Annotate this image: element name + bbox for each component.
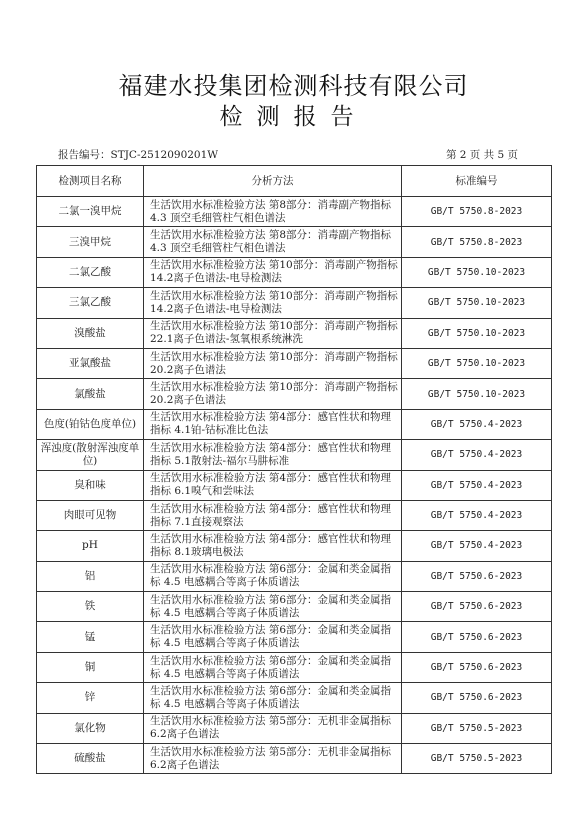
table-row	[37, 470, 552, 500]
method-cell: 生活饮用水标准检验方法 第10部分：消毒副产物指标 22.1离子色谱法-氢氧根系统淋洗	[144, 318, 402, 348]
item-cell: 铝	[37, 561, 144, 591]
standard-cell: GB/T 5750.10-2023	[402, 288, 552, 318]
method-cell: 生活饮用水标准检验方法 第5部分：无机非金属指标 6.2离子色谱法	[144, 713, 402, 743]
table-row	[37, 379, 552, 409]
method-cell: 生活饮用水标准检验方法 第4部分：感官性状和物理指标 6.1嗅气和尝味法	[144, 470, 402, 500]
method-cell: 生活饮用水标准检验方法 第4部分：感官性状和物理指标 8.1玻璃电极法	[144, 531, 402, 561]
method-cell: 生活饮用水标准检验方法 第6部分：金属和类金属指标 4.5 电感耦合等离子体质谱法	[144, 592, 402, 622]
standard-cell: GB/T 5750.4-2023	[402, 440, 552, 470]
report-title: 检测报告	[219, 104, 368, 130]
standard-cell: GB/T 5750.8-2023	[402, 197, 552, 227]
table-row	[37, 683, 552, 713]
standard-cell: GB/T 5750.6-2023	[402, 683, 552, 713]
item-cell: 氯酸盐	[37, 379, 144, 409]
item-cell: 亚氯酸盐	[37, 348, 144, 378]
item-cell: 铁	[37, 592, 144, 622]
item-cell: 氯化物	[37, 713, 144, 743]
item-cell: 锰	[37, 622, 144, 652]
table-row	[37, 531, 552, 561]
method-cell: 生活饮用水标准检验方法 第6部分：金属和类金属指标 4.5 电感耦合等离子体质谱法	[144, 622, 402, 652]
table-row	[37, 561, 552, 591]
standard-cell: GB/T 5750.4-2023	[402, 409, 552, 439]
table-row	[37, 713, 552, 743]
standard-cell: GB/T 5750.4-2023	[402, 531, 552, 561]
standard-cell: GB/T 5750.10-2023	[402, 257, 552, 287]
table-row	[37, 622, 552, 652]
table-row	[37, 318, 552, 348]
item-cell: 锌	[37, 683, 144, 713]
table-row	[37, 652, 552, 682]
table-header-row	[37, 166, 552, 197]
standard-cell: GB/T 5750.5-2023	[402, 713, 552, 743]
table-row	[37, 409, 552, 439]
table-row	[37, 288, 552, 318]
methods-table	[36, 165, 552, 774]
standard-cell: GB/T 5750.5-2023	[402, 744, 552, 774]
item-cell: 浑浊度(散射浑浊度单位)	[37, 440, 144, 470]
report-number: 报告编号：STJC-2512090201W	[58, 149, 219, 161]
table-row	[37, 440, 552, 470]
method-cell: 生活饮用水标准检验方法 第10部分：消毒副产物指标 20.2离子色谱法	[144, 379, 402, 409]
item-cell: 色度(铂钴色度单位)	[37, 409, 144, 439]
header-standard: 标准编号	[402, 166, 552, 197]
method-cell: 生活饮用水标准检验方法 第10部分：消毒副产物指标 14.2离子色谱法-电导检测法	[144, 288, 402, 318]
table-row	[37, 744, 552, 774]
header-item: 检测项目名称	[37, 166, 144, 197]
method-cell: 生活饮用水标准检验方法 第8部分：消毒副产物指标 4.3 顶空毛细管柱气相色谱法	[144, 197, 402, 227]
standard-cell: GB/T 5750.10-2023	[402, 318, 552, 348]
standard-cell: GB/T 5750.6-2023	[402, 622, 552, 652]
item-cell: 二氯一溴甲烷	[37, 197, 144, 227]
item-cell: 三氯乙酸	[37, 288, 144, 318]
table-row	[37, 348, 552, 378]
item-cell: 铜	[37, 652, 144, 682]
standard-cell: GB/T 5750.4-2023	[402, 470, 552, 500]
table-row	[37, 227, 552, 257]
company-name: 福建水投集团检测科技有限公司	[118, 72, 469, 100]
item-cell: 臭和味	[37, 470, 144, 500]
method-cell: 生活饮用水标准检验方法 第4部分：感官性状和物理指标 4.1铂-钴标准比色法	[144, 409, 402, 439]
method-cell: 生活饮用水标准检验方法 第8部分：消毒副产物指标 4.3 顶空毛细管柱气相色谱法	[144, 227, 402, 257]
standard-cell: GB/T 5750.6-2023	[402, 561, 552, 591]
method-cell: 生活饮用水标准检验方法 第6部分：金属和类金属指标 4.5 电感耦合等离子体质谱法	[144, 561, 402, 591]
table-row	[37, 257, 552, 287]
table-row	[37, 500, 552, 530]
table-row	[37, 592, 552, 622]
standard-cell: GB/T 5750.6-2023	[402, 652, 552, 682]
method-cell: 生活饮用水标准检验方法 第6部分：金属和类金属指标 4.5 电感耦合等离子体质谱法	[144, 652, 402, 682]
item-cell: 三溴甲烷	[37, 227, 144, 257]
page-info: 第 2 页 共 5 页	[445, 149, 518, 161]
header-method: 分析方法	[144, 166, 402, 197]
method-cell: 生活饮用水标准检验方法 第4部分：感官性状和物理指标 5.1散射法-福尔马肼标准	[144, 440, 402, 470]
standard-cell: GB/T 5750.4-2023	[402, 500, 552, 530]
method-cell: 生活饮用水标准检验方法 第6部分：金属和类金属指标 4.5 电感耦合等离子体质谱法	[144, 683, 402, 713]
method-cell: 生活饮用水标准检验方法 第10部分：消毒副产物指标 14.2离子色谱法-电导检测法	[144, 257, 402, 287]
item-cell: 二氯乙酸	[37, 257, 144, 287]
item-cell: pH	[37, 531, 144, 561]
item-cell: 肉眼可见物	[37, 500, 144, 530]
standard-cell: GB/T 5750.8-2023	[402, 227, 552, 257]
table-row	[37, 197, 552, 227]
item-cell: 溴酸盐	[37, 318, 144, 348]
item-cell: 硫酸盐	[37, 744, 144, 774]
standard-cell: GB/T 5750.10-2023	[402, 348, 552, 378]
method-cell: 生活饮用水标准检验方法 第5部分：无机非金属指标 6.2离子色谱法	[144, 744, 402, 774]
method-cell: 生活饮用水标准检验方法 第4部分：感官性状和物理指标 7.1直接观察法	[144, 500, 402, 530]
method-cell: 生活饮用水标准检验方法 第10部分：消毒副产物指标 20.2离子色谱法	[144, 348, 402, 378]
standard-cell: GB/T 5750.10-2023	[402, 379, 552, 409]
standard-cell: GB/T 5750.6-2023	[402, 592, 552, 622]
